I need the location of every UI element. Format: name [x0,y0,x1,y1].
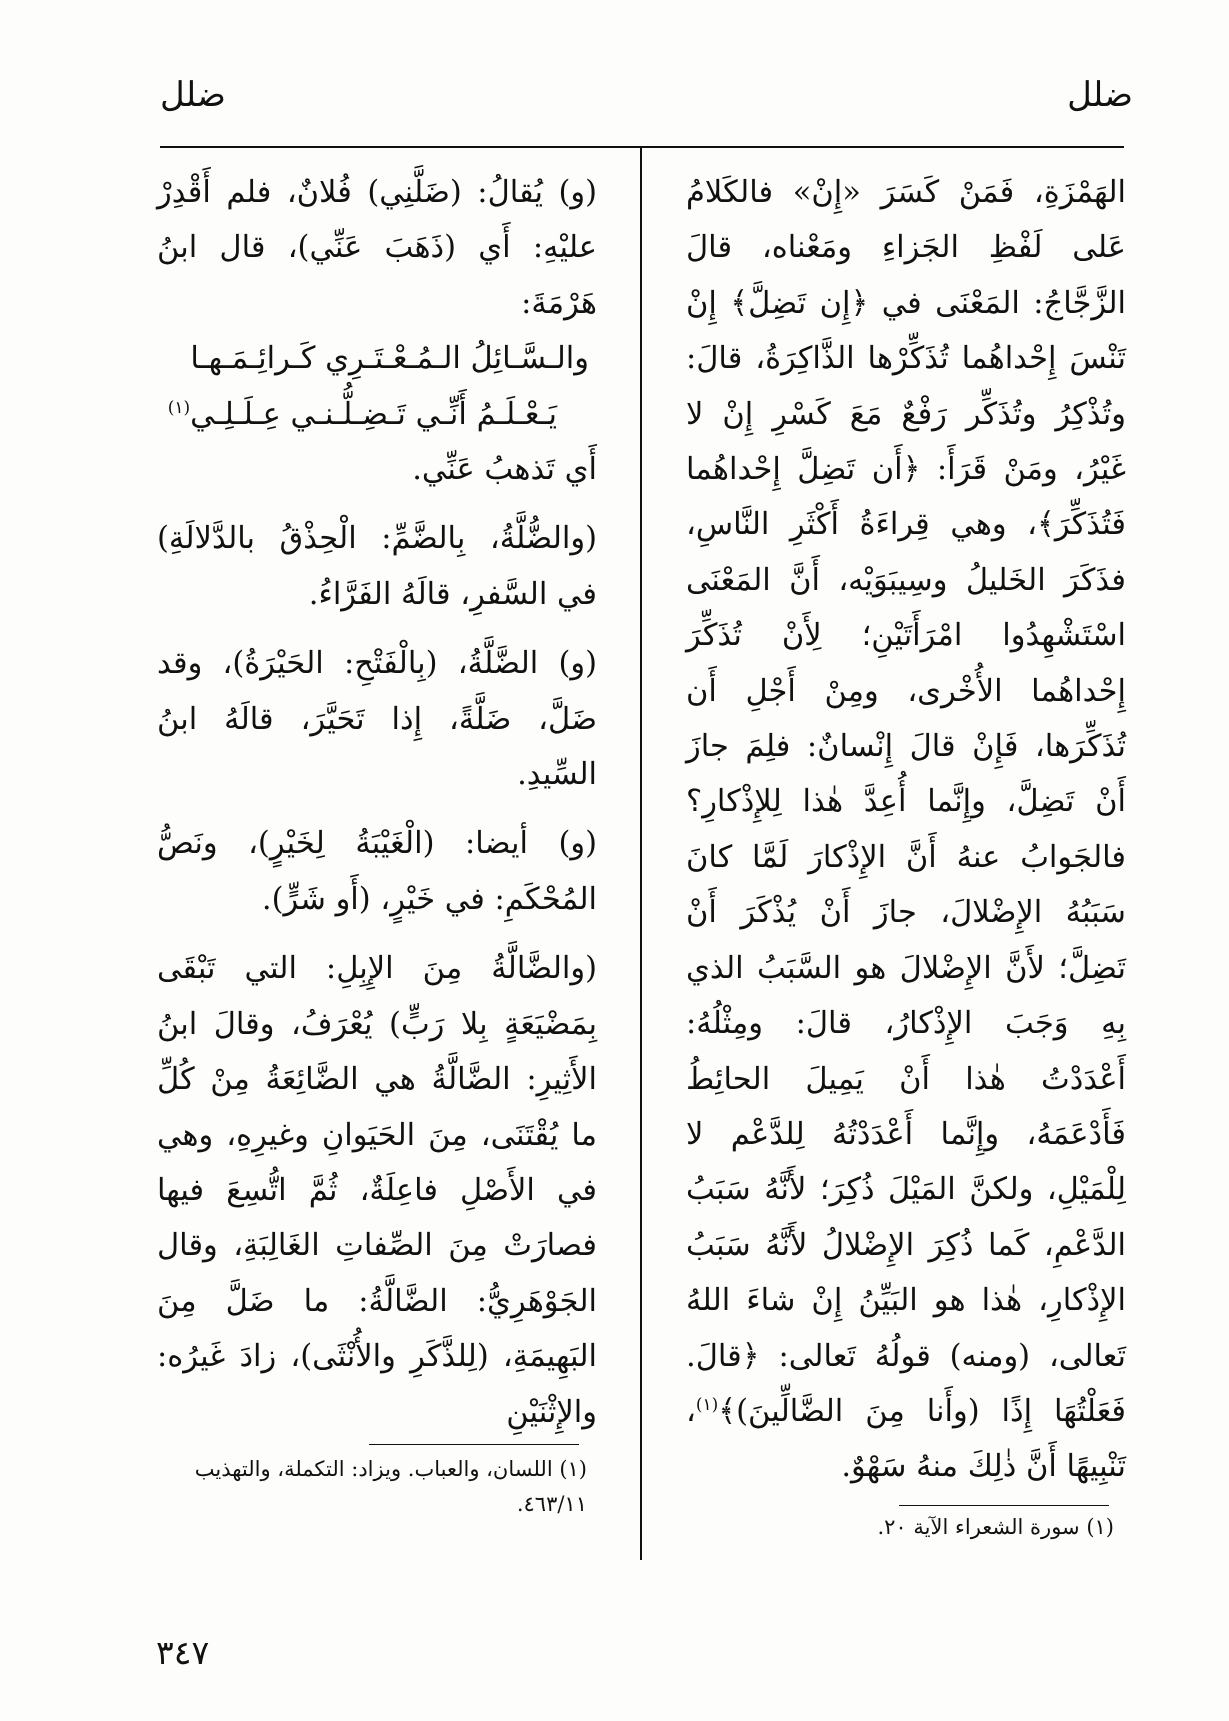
left-column [157,165,597,1440]
header-rule [160,146,1124,148]
right-column [686,165,1126,1495]
page-number: ٣٤٧ [156,1633,210,1672]
verse-line-1: والـسَّـائِلُ الـمُـعْـتَـرِي كَـرائِـمَـهـا [190,341,589,377]
verse-line-2 [157,387,597,442]
left-paragraph-1-tail: أَي تَذهبُ عَنِّي. [412,452,597,488]
right-paragraph-1-text: الهَمْزَةِ، فَمَنْ كَسَرَ «إِنْ» فالكَلامُ عَلى لَفْظِ الجَزاءِ ومَعْناه، قالَ الزَّجَّاجُ: المَعْنَى في ﴿إِن تَضِلَّ﴾ إِنْ تَنْسَ إِحْداهُما تُذَكِّرْها الذَّاكِرَةُ، قالَ: وتُذْكِرُ وتُذَكِّر رَفْعٌ مَعَ كَسْرِ إِنْ لا غَيْرُ، ومَنْ قَرَأَ: ﴿أَن تَضِلَّ إِحْداهُما فَتُذَكِّرَ﴾، وهي قِراءَةُ أَكْثَرِ النَّاسِ، فذَكَرَ الخَليلُ وسِيبَوَيْه، أَنَّ المَعْنَى اسْتَشْهِدُوا امْرَأَتَيْنِ؛ لِأَنْ تُذَكِّرَ إِحْداهُما الأُخْرى، ومِنْ أَجْلِ أَن تُذَكِّرَها، فَإِنْ قالَ إِنْسانٌ: فلِمَ جازَ أَنْ تَضِلَّ، وإِنَّما أُعِدَّ هٰذا لِلإِذْكارِ؟ فالجَوابُ عنهُ أَنَّ الإِذْكارَ لَمَّا كانَ سَبَبُهُ الإِضْلالَ، جازَ أَنْ يُذْكَرَ أَنْ تَضِلَّ؛ لأَنَّ الإِضْلالَ هو السَّبَبُ الذي بِهِ وَجَبَ الإِذْكارُ، قالَ: ومِثْلُهُ: أَعْدَدْتُ هٰذا أَنْ يَمِيلَ الحائِطُ فَأَدْعَمَهُ، وإِنَّما أَعْدَدْتُهُ لِلدَّعْم لا لِلْمَيْلِ، ولكنَّ المَيْلَ ذُكِرَ؛ لأَنَّهُ سَبَبُ الدَّعْمِ، كَما ذُكِرَ الإِضْلالُ لأَنَّهُ سَبَبُ الإِذْكارِ، هٰذا هو البَيِّنُ إِنْ شاءَ اللهُ تَعالى، (ومنه) قولُهُ تَعالى: ﴿قالَ. فَعَلْتُهَا إِذًا (وأَنا مِنَ الضَّالِّينَ)﴾ [686,175,1126,1429]
footnote-rule-right [899,1505,1109,1506]
footnote-rule-left [369,1444,579,1445]
header-entry-word-right: ضلل [1067,75,1133,115]
footnote-marker: (١) [695,1394,719,1415]
left-paragraph-3: (و) الضَّلَّةُ، (بِالْفَتْحِ: الحَيْرَةُ)، وقد ضَلَّ، ضَلَّةً، إِذا تَحَيَّرَ، قالَهُ ابنُ السِّيدِ. [157,646,597,793]
right-paragraph-1-tail: ، تَنْبِيهًا أَنَّ ذٰلِكَ منهُ سَهْوٌ. [686,1393,1126,1485]
left-paragraph-1 [157,165,597,497]
footnote-right: (١) سورة الشعراء الآية ٢٠. [877,1515,1114,1539]
footnote-marker: (١) [167,397,191,418]
left-paragraph-5: (والضَّالَّةُ مِنَ الإِبِلِ: التي تَبْقَى بِمَضْيَعَةٍ بِلا رَبٍّ) يُعْرَفُ، وقالَ ابنُ الأَثِيرِ: الضَّالَّةُ هي الضَّائِعَةُ مِنْ كُلِّ ما يُقْتَنَى، مِنَ الحَيَوانِ وغيرِهِ، وهي في الأَصْلِ فاعِلَةٌ، ثُمَّ اتُّسِعَ فيها فصارَتْ مِنَ الصِّفاتِ الغَالِبَةِ، وقال الجَوْهَرِيُّ: الضَّالَّةُ: ما ضَلَّ مِنَ البَهِيمَةِ، (لِلذَّكَرِ والأُنْثَى)، زادَ غَيرُه: والإِثْنَيْنِ [157,951,597,1430]
left-paragraph-2: (والضُّلَّةُ، بِالضَّمِّ: الْحِذْقُ بالدَّلالَةِ) في السَّفرِ، قالَهُ الفَرَّاءُ. [157,521,597,612]
left-paragraph-1-text: (و) يُقالُ: (ضَلَّنِي) فُلانٌ، فلم أَقْدِرْ عليْهِ: أَي (ذَهَبَ عَنِّي)، قال ابنُ هَرْمَةَ: [157,175,597,321]
column-divider [640,148,642,1560]
header-entry-word-left: ضلل [160,75,226,115]
right-paragraph-1 [686,165,1126,1495]
verse-line-2-text: يَـعْـلَـمُ أَنِّـي تَـضِـلُّـنـي عِـلَـلِـي [190,396,557,432]
footnote-left: (١) اللسان، والعباب. ويزاد: التكملة، والتهذيب ٤٦٣/١١. [194,1457,587,1516]
left-paragraph-4: (و) أيضا: (الْغَيْبَةُ لِخَيْرٍ)، ونَصُّ المُحْكَمِ: في خَيْرٍ، (أَو شَرٍّ). [157,826,597,917]
